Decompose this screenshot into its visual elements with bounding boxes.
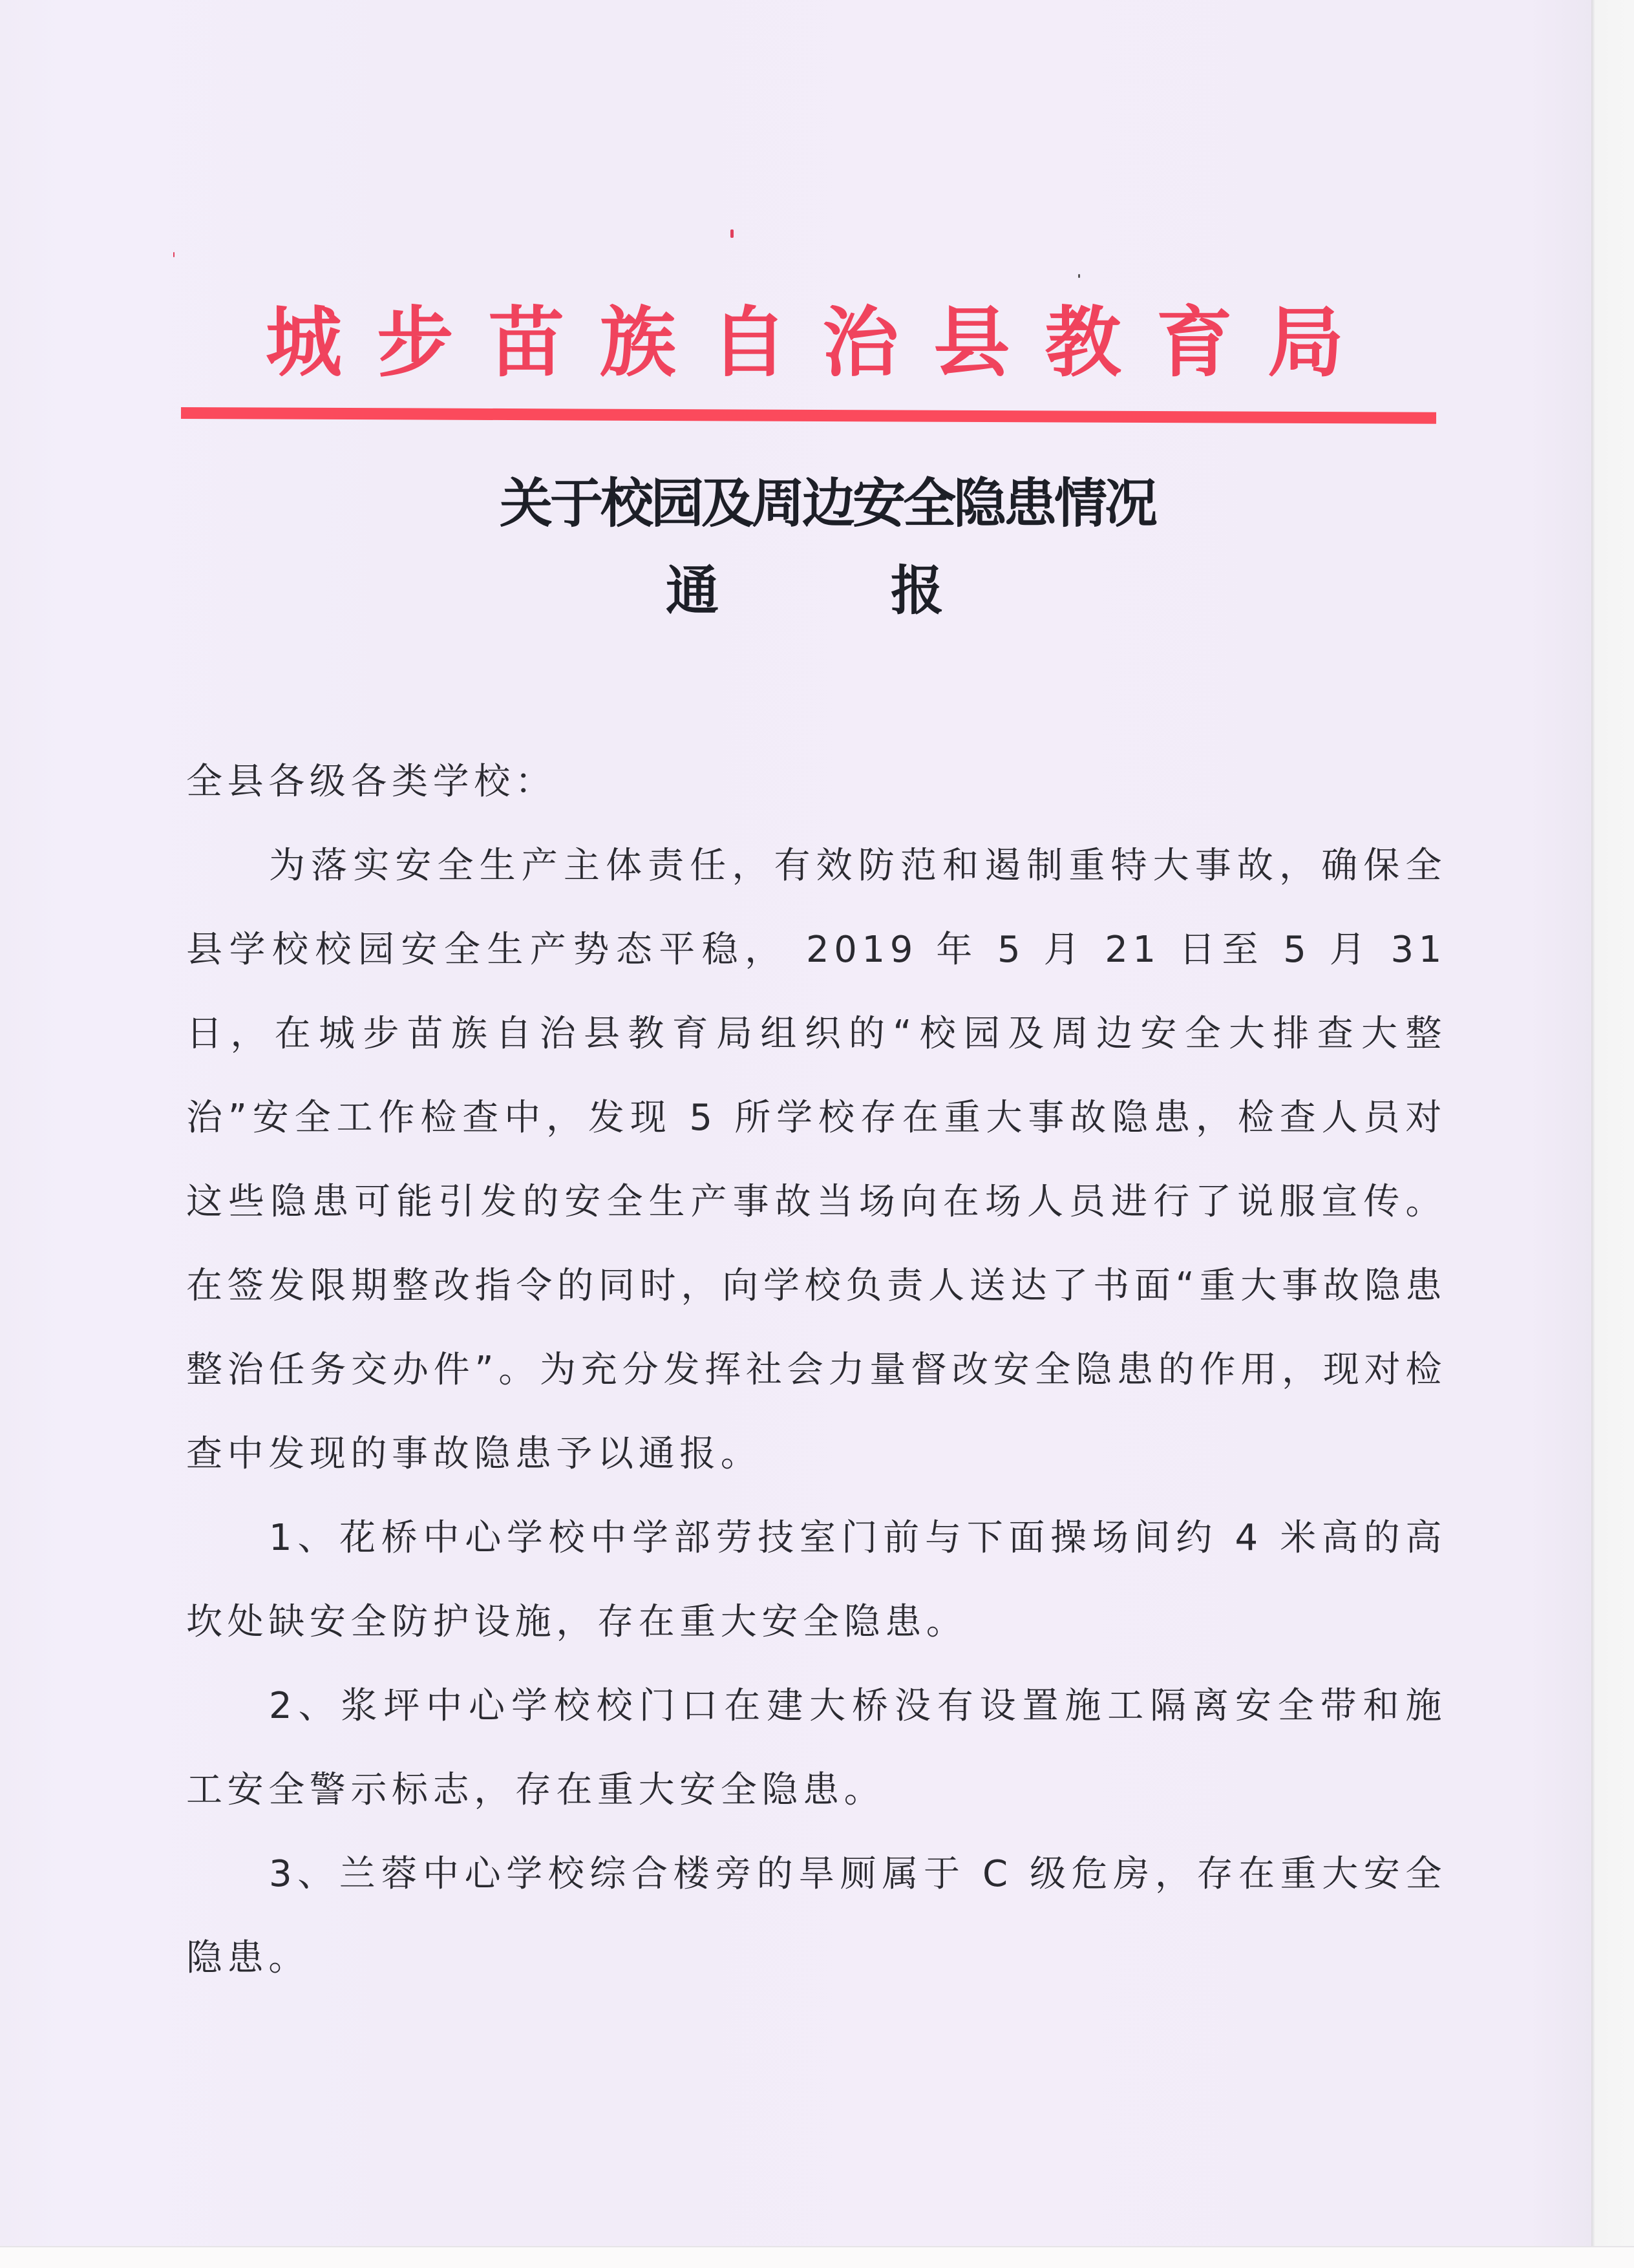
letterhead-char: 教	[1045, 297, 1121, 387]
ink-speck	[730, 229, 734, 238]
letterhead-char: 城	[265, 297, 342, 387]
letterhead-red-rule	[181, 407, 1436, 424]
hazard-item-1: 1、花桥中心学校中学部劳技室门前与下面操场间约 4 米高的高坎处缺安全防护设施，存在重大安全隐患。	[186, 1517, 1447, 1643]
ink-speck	[173, 252, 175, 257]
letterhead-char: 育	[1156, 297, 1233, 387]
hazard-item-2: 2、浆坪中心学校校门口在建大桥没有设置施工隔离安全带和施工安全警示标志，存在重大安全隐患。	[186, 1685, 1447, 1811]
letterhead-issuer	[255, 294, 1354, 391]
subtitle-char: 报	[890, 560, 944, 622]
hazard-item-3: 3、兰蓉中心学校综合楼旁的旱厕属于 C 级危房，存在重大安全隐患。	[186, 1853, 1447, 1979]
letterhead-char: 苗	[488, 297, 565, 387]
scanner-margin-right	[1591, 0, 1634, 2267]
document-subtitle	[666, 559, 944, 624]
letterhead-char: 步	[377, 297, 454, 387]
salutation: 全县各级各类学校：	[186, 761, 557, 803]
letterhead-char: 局	[1267, 297, 1344, 387]
subtitle-char: 通	[666, 560, 719, 622]
letterhead-char: 自	[710, 297, 787, 387]
letterhead-char: 治	[822, 297, 899, 387]
letterhead-char: 族	[599, 297, 676, 387]
letterhead-char: 县	[933, 297, 1010, 387]
body-paragraph: 为落实安全生产主体责任，有效防范和遏制重特大事故，确保全县学校校园安全生产势态平稳， 2019 年 5 月 21 日至 5 月 31 日，在城步苗族自治县教育局组织的“校园及周边安全大排查大整治”安全工作检查中，发现 5 所学校存在重大事故隐患，检查人员对这些隐患可能引发的安全生产事故当场向在场人员进行了说服宣传。在签发限期整改指令的同时，向学校负责人送达了书面“重大事故隐患整治任务交办件”。为充分发挥社会力量督改安全隐患的作用，现对检查中发现的事故隐患予以通报。	[186, 845, 1447, 1475]
ink-speck	[1078, 274, 1080, 278]
document-body	[186, 740, 1447, 2000]
document-title: 关于校园及周边安全隐患情况	[499, 473, 1155, 535]
scanner-margin-bottom	[0, 2246, 1634, 2268]
